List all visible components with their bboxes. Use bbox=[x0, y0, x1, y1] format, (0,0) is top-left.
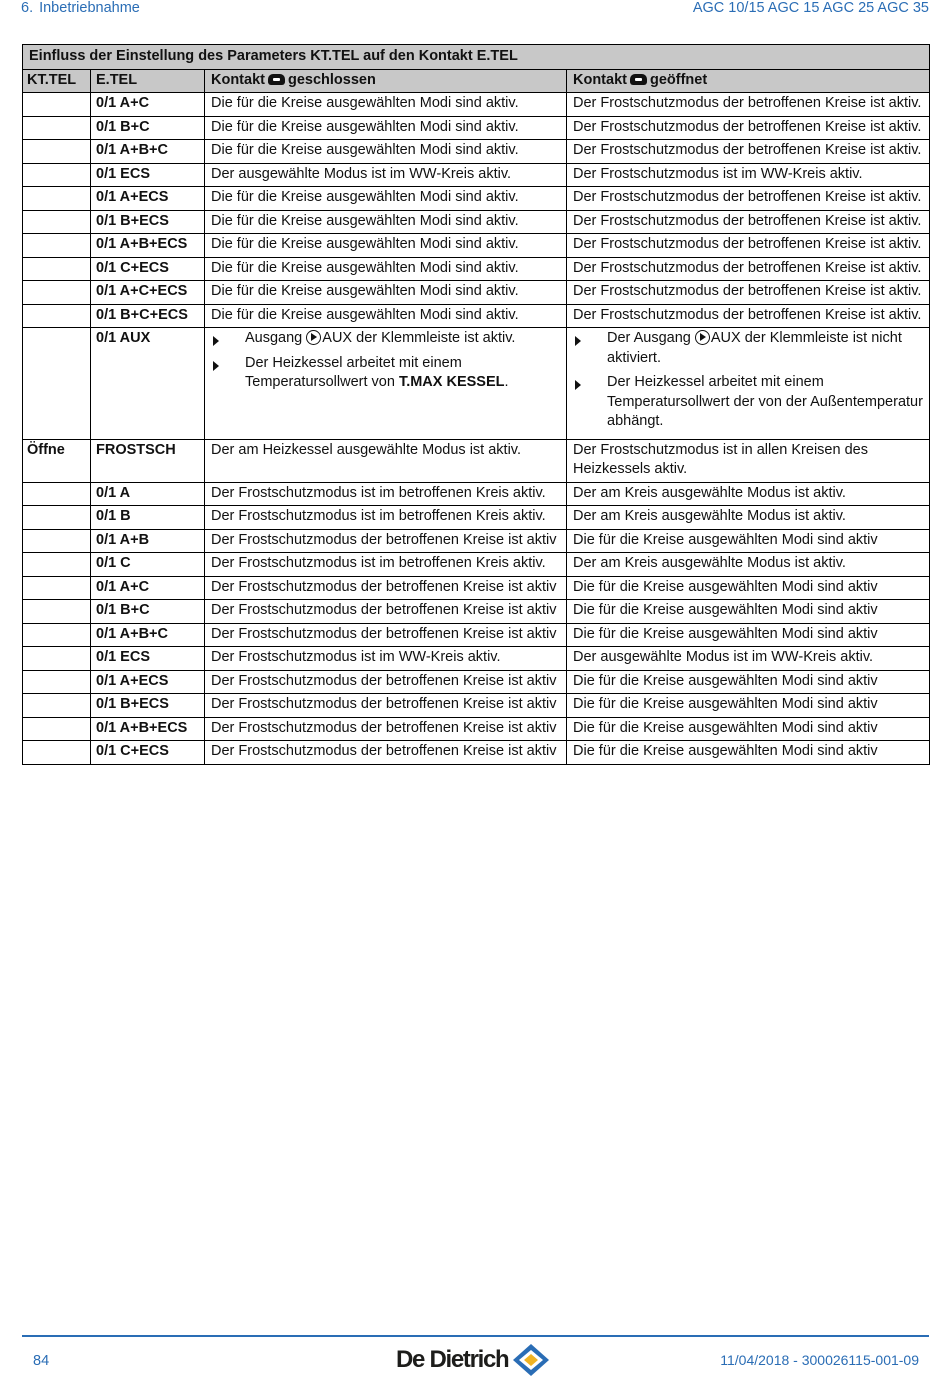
document-reference: 11/04/2018 - 300026115-001-09 bbox=[720, 1352, 919, 1368]
contact-closed-cell: Der am Heizkessel ausgewählte Modus ist aktiv. bbox=[205, 439, 567, 482]
contact-open-cell: Die für die Kreise ausgewählten Modi sind aktiv bbox=[567, 741, 930, 765]
e-tel-cell: 0/1 A+C bbox=[91, 93, 205, 117]
section-heading bbox=[21, 0, 140, 16]
table-row bbox=[23, 93, 930, 117]
kt-tel-cell bbox=[23, 553, 91, 577]
contact-open-cell bbox=[567, 328, 930, 440]
triangle-bullet-icon bbox=[575, 336, 581, 346]
contact-closed-cell: Der Frostschutzmodus ist im betroffenen Kreis aktiv. bbox=[205, 553, 567, 577]
contact-closed-cell: Der Frostschutzmodus der betroffenen Kreise ist aktiv bbox=[205, 600, 567, 624]
kt-tel-cell bbox=[23, 482, 91, 506]
kt-tel-cell bbox=[23, 93, 91, 117]
kt-tel-cell bbox=[23, 647, 91, 671]
e-tel-cell: 0/1 A+C+ECS bbox=[91, 281, 205, 305]
kt-tel-cell bbox=[23, 163, 91, 187]
contact-closed-cell: Der Frostschutzmodus ist im betroffenen Kreis aktiv. bbox=[205, 506, 567, 530]
bullet-list bbox=[211, 329, 560, 393]
contact-open-cell: Der Frostschutzmodus der betroffenen Kreise ist aktiv. bbox=[567, 116, 930, 140]
parameter-table bbox=[22, 44, 930, 765]
bullet-text: AUX der Klemmleiste ist nicht aktiviert. bbox=[607, 330, 902, 366]
output-circle-arrow-icon bbox=[306, 330, 321, 345]
table-row bbox=[23, 623, 930, 647]
table-row bbox=[23, 600, 930, 624]
triangle-bullet-icon bbox=[213, 336, 219, 346]
contact-closed-cell: Die für die Kreise ausgewählten Modi sind aktiv. bbox=[205, 93, 567, 117]
kt-tel-cell bbox=[23, 210, 91, 234]
table-row bbox=[23, 717, 930, 741]
kt-tel-cell bbox=[23, 234, 91, 258]
contact-open-cell: Der Frostschutzmodus der betroffenen Kreise ist aktiv. bbox=[567, 93, 930, 117]
kt-tel-cell bbox=[23, 623, 91, 647]
table-row bbox=[23, 576, 930, 600]
contact-closed-cell: Die für die Kreise ausgewählten Modi sind aktiv. bbox=[205, 116, 567, 140]
kt-tel-cell bbox=[23, 717, 91, 741]
bullet-text: Der Heizkessel arbeitet mit einem Temperatursollwert der von der Außentemperatur abhängt. bbox=[607, 374, 923, 429]
telephone-icon bbox=[630, 74, 647, 85]
table-row bbox=[23, 304, 930, 328]
contact-closed-cell bbox=[205, 328, 567, 440]
contact-closed-cell: Der Frostschutzmodus der betroffenen Kreise ist aktiv bbox=[205, 694, 567, 718]
e-tel-cell: 0/1 AUX bbox=[91, 328, 205, 440]
table-header-row bbox=[23, 69, 930, 93]
page-number: 84 bbox=[33, 1353, 50, 1369]
list-item bbox=[573, 329, 923, 368]
telephone-icon bbox=[268, 74, 285, 85]
contact-open-cell: Der Frostschutzmodus der betroffenen Kreise ist aktiv. bbox=[567, 210, 930, 234]
table-row bbox=[23, 257, 930, 281]
kt-tel-cell: Öffne bbox=[23, 439, 91, 482]
contact-closed-cell: Der Frostschutzmodus der betroffenen Kreise ist aktiv bbox=[205, 623, 567, 647]
e-tel-cell: 0/1 B+C bbox=[91, 116, 205, 140]
contact-closed-cell: Die für die Kreise ausgewählten Modi sind aktiv. bbox=[205, 234, 567, 258]
contact-closed-cell: Der ausgewählte Modus ist im WW-Kreis aktiv. bbox=[205, 163, 567, 187]
column-header-closed-prefix: Kontakt bbox=[211, 71, 265, 88]
e-tel-cell: 0/1 ECS bbox=[91, 647, 205, 671]
brand-logo bbox=[396, 1343, 551, 1377]
contact-closed-cell: Der Frostschutzmodus der betroffenen Kreise ist aktiv bbox=[205, 529, 567, 553]
contact-closed-cell: Der Frostschutzmodus der betroffenen Kreise ist aktiv bbox=[205, 717, 567, 741]
bullet-text: Ausgang bbox=[245, 330, 303, 346]
list-item bbox=[211, 354, 560, 393]
table-row bbox=[23, 187, 930, 211]
e-tel-cell: 0/1 ECS bbox=[91, 163, 205, 187]
e-tel-cell: 0/1 A+B+ECS bbox=[91, 234, 205, 258]
table-row bbox=[23, 529, 930, 553]
contact-open-cell: Der am Kreis ausgewählte Modus ist aktiv. bbox=[567, 553, 930, 577]
contact-open-cell: Der am Kreis ausgewählte Modus ist aktiv. bbox=[567, 482, 930, 506]
contact-open-cell: Der Frostschutzmodus ist in allen Kreisen des Heizkessels aktiv. bbox=[567, 439, 930, 482]
table-row bbox=[23, 163, 930, 187]
kt-tel-cell bbox=[23, 257, 91, 281]
kt-tel-cell bbox=[23, 600, 91, 624]
table-row bbox=[23, 647, 930, 671]
brand-name: De Dietrich bbox=[396, 1346, 509, 1373]
contact-open-cell: Der ausgewählte Modus ist im WW-Kreis aktiv. bbox=[567, 647, 930, 671]
column-header-kt-tel: KT.TEL bbox=[23, 69, 91, 93]
contact-closed-cell: Der Frostschutzmodus der betroffenen Kreise ist aktiv bbox=[205, 670, 567, 694]
kt-tel-cell bbox=[23, 529, 91, 553]
table-row bbox=[23, 116, 930, 140]
e-tel-cell: 0/1 B+ECS bbox=[91, 210, 205, 234]
contact-closed-cell: Der Frostschutzmodus der betroffenen Kreise ist aktiv bbox=[205, 576, 567, 600]
section-number: 6. bbox=[21, 0, 34, 16]
kt-tel-cell bbox=[23, 576, 91, 600]
e-tel-cell: 0/1 C+ECS bbox=[91, 741, 205, 765]
table-row bbox=[23, 482, 930, 506]
contact-open-cell: Der Frostschutzmodus ist im WW-Kreis aktiv. bbox=[567, 163, 930, 187]
kt-tel-cell bbox=[23, 304, 91, 328]
table-row bbox=[23, 694, 930, 718]
e-tel-cell: 0/1 B+C bbox=[91, 600, 205, 624]
contact-open-cell: Der Frostschutzmodus der betroffenen Kreise ist aktiv. bbox=[567, 140, 930, 164]
kt-tel-cell bbox=[23, 281, 91, 305]
bullet-text: Der Ausgang bbox=[607, 330, 691, 346]
contact-closed-cell: Der Frostschutzmodus ist im betroffenen Kreis aktiv. bbox=[205, 482, 567, 506]
table-row bbox=[23, 506, 930, 530]
column-header-open-prefix: Kontakt bbox=[573, 71, 627, 88]
column-header-contact-open bbox=[567, 69, 930, 93]
e-tel-cell: 0/1 C+ECS bbox=[91, 257, 205, 281]
contact-closed-cell: Die für die Kreise ausgewählten Modi sind aktiv. bbox=[205, 281, 567, 305]
contact-open-cell: Die für die Kreise ausgewählten Modi sind aktiv bbox=[567, 694, 930, 718]
table-row bbox=[23, 553, 930, 577]
section-title: Inbetriebnahme bbox=[39, 0, 140, 16]
contact-closed-cell: Die für die Kreise ausgewählten Modi sind aktiv. bbox=[205, 304, 567, 328]
brand-diamond-icon bbox=[511, 1343, 551, 1377]
contact-open-cell: Die für die Kreise ausgewählten Modi sind aktiv bbox=[567, 623, 930, 647]
kt-tel-cell bbox=[23, 116, 91, 140]
footer-divider bbox=[22, 1335, 929, 1337]
page-header bbox=[0, 0, 950, 20]
bullet-text: AUX der Klemmleiste ist aktiv. bbox=[322, 330, 516, 346]
table-row bbox=[23, 281, 930, 305]
output-circle-arrow-icon bbox=[695, 330, 710, 345]
table-row bbox=[23, 140, 930, 164]
contact-open-cell: Der am Kreis ausgewählte Modus ist aktiv. bbox=[567, 506, 930, 530]
contact-open-cell: Die für die Kreise ausgewählten Modi sind aktiv bbox=[567, 600, 930, 624]
list-item bbox=[211, 329, 560, 349]
kt-tel-cell bbox=[23, 670, 91, 694]
table-title: Einfluss der Einstellung des Parameters KT.TEL auf den Kontakt E.TEL bbox=[23, 45, 930, 70]
contact-open-cell: Der Frostschutzmodus der betroffenen Kreise ist aktiv. bbox=[567, 257, 930, 281]
contact-open-cell: Die für die Kreise ausgewählten Modi sind aktiv bbox=[567, 717, 930, 741]
parameter-name: T.MAX KESSEL bbox=[398, 374, 505, 390]
bullet-list bbox=[573, 329, 923, 432]
list-item bbox=[573, 373, 923, 432]
e-tel-cell: 0/1 A+B+C bbox=[91, 140, 205, 164]
kt-tel-cell bbox=[23, 328, 91, 440]
contact-open-cell: Der Frostschutzmodus der betroffenen Kreise ist aktiv. bbox=[567, 234, 930, 258]
e-tel-cell: 0/1 A+B+C bbox=[91, 623, 205, 647]
e-tel-cell: 0/1 A+C bbox=[91, 576, 205, 600]
column-header-closed-suffix: geschlossen bbox=[287, 71, 376, 88]
product-name: AGC 10/15 AGC 15 AGC 25 AGC 35 bbox=[692, 0, 929, 16]
table-row bbox=[23, 741, 930, 765]
e-tel-cell: 0/1 A+ECS bbox=[91, 187, 205, 211]
e-tel-cell: 0/1 B bbox=[91, 506, 205, 530]
triangle-bullet-icon bbox=[213, 361, 219, 371]
contact-closed-cell: Die für die Kreise ausgewählten Modi sind aktiv. bbox=[205, 257, 567, 281]
e-tel-cell: FROSTSCH bbox=[91, 439, 205, 482]
bullet-text: Der Heizkessel arbeitet mit einem Temperatursollwert von bbox=[245, 354, 462, 390]
bullet-text: . bbox=[504, 374, 509, 390]
kt-tel-cell bbox=[23, 140, 91, 164]
e-tel-cell: 0/1 B+ECS bbox=[91, 694, 205, 718]
kt-tel-cell bbox=[23, 694, 91, 718]
e-tel-cell: 0/1 B+C+ECS bbox=[91, 304, 205, 328]
column-header-open-suffix: geöffnet bbox=[649, 71, 708, 88]
table-row bbox=[23, 670, 930, 694]
kt-tel-cell bbox=[23, 187, 91, 211]
e-tel-cell: 0/1 A+B bbox=[91, 529, 205, 553]
e-tel-cell: 0/1 C bbox=[91, 553, 205, 577]
contact-closed-cell: Die für die Kreise ausgewählten Modi sind aktiv. bbox=[205, 140, 567, 164]
contact-open-cell: Der Frostschutzmodus der betroffenen Kreise ist aktiv. bbox=[567, 304, 930, 328]
e-tel-cell: 0/1 A bbox=[91, 482, 205, 506]
table-row bbox=[23, 234, 930, 258]
table-title-row bbox=[23, 45, 930, 70]
kt-tel-cell bbox=[23, 506, 91, 530]
contact-closed-cell: Der Frostschutzmodus ist im WW-Kreis aktiv. bbox=[205, 647, 567, 671]
contact-open-cell: Die für die Kreise ausgewählten Modi sind aktiv bbox=[567, 670, 930, 694]
table-row bbox=[23, 210, 930, 234]
triangle-bullet-icon bbox=[575, 380, 581, 390]
table-row-aux bbox=[23, 328, 930, 440]
column-header-e-tel: E.TEL bbox=[91, 69, 205, 93]
contact-open-cell: Die für die Kreise ausgewählten Modi sind aktiv bbox=[567, 529, 930, 553]
kt-tel-cell bbox=[23, 741, 91, 765]
table-row bbox=[23, 439, 930, 482]
e-tel-cell: 0/1 A+B+ECS bbox=[91, 717, 205, 741]
contact-closed-cell: Die für die Kreise ausgewählten Modi sind aktiv. bbox=[205, 187, 567, 211]
contact-closed-cell: Der Frostschutzmodus der betroffenen Kreise ist aktiv bbox=[205, 741, 567, 765]
contact-open-cell: Der Frostschutzmodus der betroffenen Kreise ist aktiv. bbox=[567, 281, 930, 305]
contact-open-cell: Die für die Kreise ausgewählten Modi sind aktiv bbox=[567, 576, 930, 600]
contact-closed-cell: Die für die Kreise ausgewählten Modi sind aktiv. bbox=[205, 210, 567, 234]
column-header-contact-closed bbox=[205, 69, 567, 93]
e-tel-cell: 0/1 A+ECS bbox=[91, 670, 205, 694]
contact-open-cell: Der Frostschutzmodus der betroffenen Kreise ist aktiv. bbox=[567, 187, 930, 211]
